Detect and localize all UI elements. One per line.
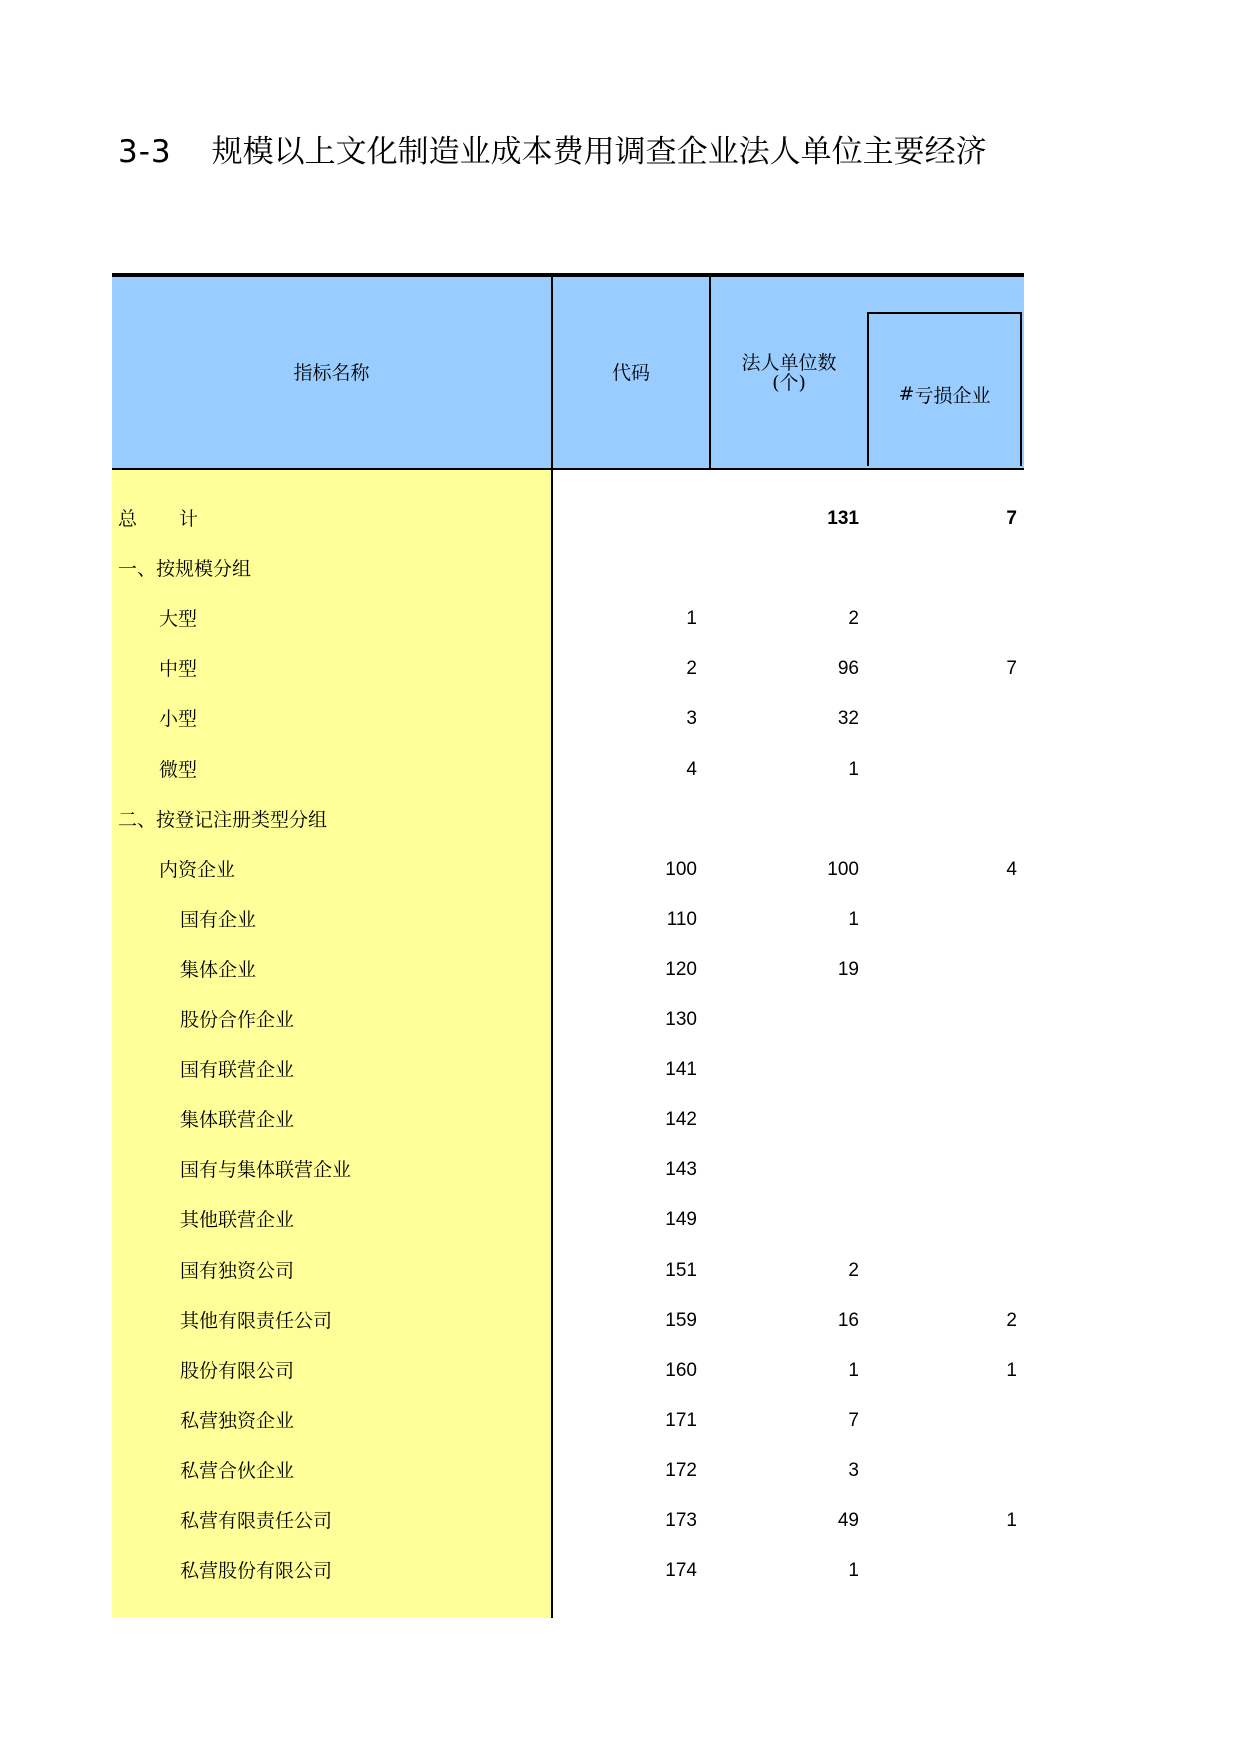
table-row [112,1546,1024,1596]
header-indicator-name [112,277,553,468]
row-legal-units: 100 [827,858,859,880]
row-loss-making [869,694,1017,744]
row-code: 171 [665,1409,697,1431]
row-code: 159 [665,1309,697,1331]
table-row [112,1045,1024,1095]
row-loss-making [869,895,1017,945]
row-code: 120 [665,958,697,980]
row-loss-making [869,945,1017,995]
row-legal-units [711,1145,859,1195]
row-name: 私营合伙企业 [180,1459,295,1482]
table-row [112,544,1024,594]
table-row [112,1396,1024,1446]
table-row [112,745,1024,795]
table-row [112,1095,1024,1145]
row-name: 其他联营企业 [180,1209,295,1232]
row-legal-units: 19 [837,958,859,980]
row-legal-units: 32 [837,708,859,730]
row-name: 集体联营企业 [180,1109,295,1132]
row-name: 股份有限公司 [180,1359,295,1382]
row-loss-making [869,1396,1017,1446]
row-name: 国有与集体联营企业 [180,1159,352,1182]
table-row [112,895,1024,945]
row-legal-units: 16 [837,1309,859,1331]
row-legal-units [711,544,859,594]
row-name: 二、按登记注册类型分组 [118,808,328,831]
row-loss-making [869,995,1017,1045]
row-legal-units [711,1095,859,1145]
table-number: 3-3 [118,134,172,170]
row-legal-units: 1 [848,758,859,780]
row-code: 142 [665,1109,697,1131]
header-legal-units [711,277,867,472]
row-name: 中型 [159,658,198,681]
row-code: 130 [665,1009,697,1030]
row-name: 大型 [159,608,198,631]
row-legal-units [711,1045,859,1095]
header-code-label: 代码 [611,361,650,384]
table-header [112,277,1024,470]
row-loss-making [869,1045,1017,1095]
row-code [553,795,697,845]
row-name [118,494,198,544]
row-name-part: 总 [118,508,138,530]
row-legal-units: 7 [848,1409,859,1431]
row-code: 172 [665,1459,697,1481]
header-legal-units-unit: (个) [772,371,806,394]
table-row [112,1346,1024,1396]
row-code: 141 [665,1059,697,1081]
table-row [112,1246,1024,1296]
row-code: 3 [686,708,697,730]
row-code [553,494,697,544]
header-legal-units-label: 法人单位数 [741,351,837,374]
row-legal-units: 3 [848,1459,859,1481]
row-name: 微型 [159,758,198,781]
row-legal-units: 1 [848,1359,859,1381]
row-name: 国有独资公司 [180,1259,295,1282]
row-loss-making: 7 [1006,508,1017,529]
row-name: 小型 [159,708,198,731]
row-legal-units: 1 [848,908,859,930]
header-code [553,277,711,468]
row-loss-making: 2 [1006,1309,1017,1331]
table-row [112,1195,1024,1245]
table-row [112,694,1024,744]
row-code: 2 [686,658,697,680]
table-row [112,1496,1024,1546]
row-code: 149 [665,1209,697,1231]
row-code [553,544,697,594]
row-legal-units: 96 [837,658,859,680]
hash-mark: # [898,383,915,405]
row-legal-units [711,795,859,845]
row-name: 一、按规模分组 [118,558,252,581]
table-row [112,594,1024,644]
row-name: 国有联营企业 [180,1059,295,1082]
row-name: 私营股份有限公司 [180,1560,333,1583]
row-legal-units: 131 [827,508,859,529]
header-loss-making-label: 亏损企业 [914,384,991,407]
row-loss-making [869,1546,1017,1596]
row-name: 集体企业 [180,958,257,981]
row-loss-making [869,1095,1017,1145]
table-body [112,470,1024,1618]
row-legal-units: 2 [848,608,859,630]
table-row [112,494,1024,544]
row-name: 其他有限责任公司 [180,1309,333,1332]
row-loss-making [869,544,1017,594]
table-row [112,945,1024,995]
row-name-part: 计 [179,508,199,530]
table-row [112,1296,1024,1346]
row-loss-making [869,745,1017,795]
table-row [112,845,1024,895]
row-name: 股份合作企业 [180,1009,295,1031]
row-loss-making [869,795,1017,845]
row-legal-units: 1 [848,1560,859,1582]
row-loss-making: 1 [1006,1359,1017,1381]
row-loss-making [869,1446,1017,1496]
header-loss-making [867,312,1022,466]
row-name: 私营独资企业 [180,1409,295,1432]
row-legal-units [711,995,859,1045]
page-title [118,126,1030,171]
row-code: 174 [665,1560,697,1582]
row-loss-making [869,1145,1017,1195]
row-loss-making [869,1246,1017,1296]
row-code: 173 [665,1510,697,1531]
table-row [112,1446,1024,1496]
row-code: 1 [686,608,697,630]
row-name: 内资企业 [159,858,236,881]
row-legal-units [711,1195,859,1245]
row-loss-making: 7 [1006,658,1017,680]
row-code: 143 [665,1159,697,1181]
row-legal-units: 2 [848,1259,859,1281]
table-row [112,644,1024,694]
row-legal-units: 49 [837,1510,859,1531]
row-loss-making: 1 [1006,1510,1017,1531]
row-name: 私营有限责任公司 [180,1510,333,1532]
table-row [112,1145,1024,1195]
row-code: 110 [666,908,697,930]
row-code: 160 [665,1359,697,1381]
row-loss-making [869,594,1017,644]
row-loss-making [869,1195,1017,1245]
table-title-text: 规模以上文化制造业成本费用调查企业法人单位主要经济 [211,134,987,170]
table-row [112,995,1024,1045]
row-code: 4 [686,758,697,780]
header-indicator-name-label: 指标名称 [293,361,370,384]
row-loss-making: 4 [1006,858,1017,880]
row-name: 国有企业 [180,908,257,931]
table-row [112,795,1024,845]
row-code: 100 [665,858,697,880]
row-code: 151 [665,1259,697,1281]
